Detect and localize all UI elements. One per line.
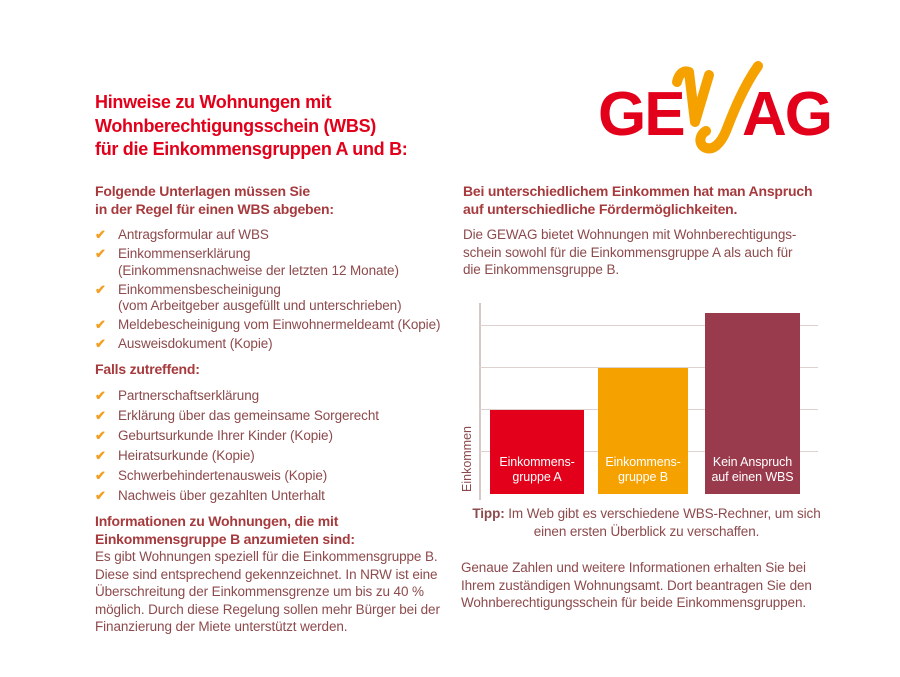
checklist-item [95, 488, 379, 505]
text-line: für die Einkommensgruppen A und B: [95, 139, 408, 159]
tip-line1: Im Web gibt es verschiedene WBS-Rechner, um sich [504, 506, 821, 521]
chart-bar-label: Einkommens- gruppe A [499, 455, 575, 484]
heading-group-b-info [95, 513, 355, 548]
checklist-item [95, 246, 440, 279]
checklist-item [95, 428, 379, 445]
checklist-item-text: Schwerbehindertenausweis (Kopie) [118, 468, 328, 483]
checkmark-icon: ✔ [95, 448, 106, 463]
checklist-item-text: Einkommenserklärung (Einkommensnachweise der letzten 12 Monate) [118, 246, 399, 278]
text-line: Wohnberechtigungsschein (WBS) [95, 115, 376, 136]
text-line: Falls zutreffend: [95, 361, 200, 377]
text-line: Finanzierung der Miete unterstützt werden. [95, 619, 348, 634]
checkmark-icon: ✔ [95, 246, 106, 261]
heading-required-documents [95, 183, 334, 218]
text-line: Ihrem zuständigen Wohnungsamt. Dort beantragen Sie den [461, 577, 812, 593]
checklist-if-applicable [95, 388, 379, 508]
text-line: Wohnberechtigungsschein für beide Einkommensgruppen. [461, 595, 807, 610]
heading-income-claims [463, 183, 812, 218]
checklist-item-text: Ausweisdokument (Kopie) [118, 336, 273, 351]
checklist-item [95, 317, 440, 334]
checklist-item-text: Erklärung über das gemeinsame Sorgerecht [118, 408, 379, 423]
checkmark-icon: ✔ [95, 408, 106, 423]
checklist-item [95, 227, 440, 244]
checkmark-icon: ✔ [95, 336, 106, 351]
text-line: Es gibt Wohnungen speziell für die Einkommensgruppe B. [95, 549, 438, 564]
checklist-item-text: Nachweis über gezahlten Unterhalt [118, 488, 325, 503]
paragraph-group-b-info [95, 548, 440, 636]
logo-text-ge: GE [598, 80, 684, 149]
checklist-item-text: Partnerschaftserklärung [118, 388, 260, 403]
text-line: in der Regel für einen WBS abgeben: [95, 200, 334, 217]
checklist-item [95, 336, 440, 353]
checkmark-icon: ✔ [95, 428, 106, 443]
chart-bar [705, 313, 800, 494]
text-line: schein sowohl für die Einkommensgruppe A als auch für [463, 244, 793, 260]
chart-plot [479, 305, 818, 494]
paragraph-gewag-offer [463, 226, 796, 279]
checklist-item-text: Heiratsurkunde (Kopie) [118, 448, 255, 463]
text-line: Genaue Zahlen und weitere Informationen erhalten Sie bei [461, 560, 806, 575]
tip-line2: einen ersten Überblick zu verschaffen. [533, 523, 760, 539]
text-line: die Einkommensgruppe B. [463, 262, 620, 277]
checklist-item-text: Antragsformular auf WBS [118, 227, 269, 242]
checklist-item [95, 282, 440, 315]
tip-label: Tipp: [472, 506, 505, 521]
text-line: Folgende Unterlagen müssen Sie [95, 183, 310, 199]
checklist-item-text: Einkommensbescheinigung (vom Arbeitgeber ausgefüllt und unterschrieben) [118, 281, 402, 313]
checklist-item [95, 448, 379, 465]
checkmark-icon: ✔ [95, 388, 106, 403]
tip-text [455, 505, 838, 540]
text-line: Informationen zu Wohnungen, die mit [95, 513, 339, 529]
text-line: Einkommensgruppe B anzumieten sind: [95, 530, 355, 547]
checklist-required-documents [95, 227, 440, 355]
text-line: Hinweise zu Wohnungen mit [95, 92, 332, 112]
chart-bar-label: Einkommens- gruppe B [605, 455, 681, 484]
checkmark-icon: ✔ [95, 281, 106, 297]
checkmark-icon: ✔ [95, 468, 106, 483]
paragraph-contact-office [461, 559, 812, 612]
checklist-item [95, 468, 379, 485]
text-line: Überschreitung der Einkommensgrenze um bis zu 40 % [95, 584, 424, 599]
checkmark-icon: ✔ [95, 488, 106, 503]
checklist-item-text: Geburtsurkunde Ihrer Kinder (Kopie) [118, 428, 333, 443]
heading-if-applicable [95, 361, 200, 379]
checklist-item [95, 408, 379, 425]
checklist-item-text: Meldebescheinigung vom Einwohnermeldeamt (Kopie) [118, 317, 441, 332]
checkmark-icon: ✔ [95, 317, 106, 332]
logo-text-ag: AG [742, 80, 831, 149]
page-title [95, 91, 407, 162]
chart-bar [598, 368, 688, 494]
checklist-item [95, 388, 379, 405]
income-bar-chart [455, 298, 838, 504]
chart-bar [490, 410, 584, 494]
text-line: Diese sind entsprechend gekennzeichnet. In NRW ist eine [95, 566, 438, 582]
text-line: Bei unterschiedlichem Einkommen hat man Anspruch [463, 183, 813, 199]
checkmark-icon: ✔ [95, 227, 106, 242]
chart-y-axis-label: Einkommen [460, 426, 474, 492]
text-line: auf unterschiedliche Fördermöglichkeiten. [463, 200, 738, 217]
chart-bar-label: Kein Anspruch auf einen WBS [711, 455, 794, 484]
text-line: Die GEWAG bietet Wohnungen mit Wohnberechtigungs- [463, 227, 797, 242]
text-line: möglich. Durch diese Regelung sollen mehr Bürger bei der [95, 601, 440, 617]
